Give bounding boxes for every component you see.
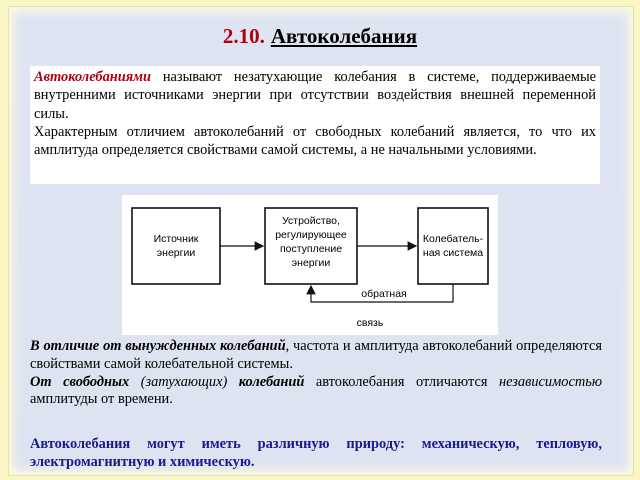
title-text: Автоколебания: [270, 24, 418, 48]
feedback-label-1: обратная: [361, 288, 407, 300]
definition-term: Автоколебаниями: [34, 69, 152, 85]
definition-paragraph: [34, 68, 596, 123]
free-rest-1: автоколебания отличаются: [304, 373, 499, 390]
regulator-label-4: энергии: [291, 257, 331, 269]
definition-text: называют незатухающие колебания в системе, поддерживаемые внутренними источниками энергии при отсутствии воздействия внешней переменной силы.: [34, 69, 596, 122]
free-label-2: колебаний: [238, 373, 305, 390]
free-independence: независимостью: [498, 373, 602, 390]
free-paren: (затухающих): [140, 373, 228, 390]
definition-box: [30, 66, 600, 184]
energy-source-block: [132, 208, 220, 284]
free-rest-2: амплитуды от времени.: [30, 391, 173, 408]
regulator-label-3: поступление: [279, 243, 343, 255]
slide-title: [0, 24, 640, 49]
oscillating-system-label-1: Колебатель-: [422, 233, 484, 245]
regulator-label-1: Устройство,: [282, 215, 340, 227]
nature-paragraph: [30, 436, 602, 472]
title-number: 2.10.: [222, 24, 265, 48]
forced-comparison-text: [30, 338, 602, 374]
feedback-label-2: связь: [356, 317, 384, 329]
energy-source-label-1: Источник: [153, 233, 199, 245]
block-diagram-svg: [122, 195, 498, 335]
oscillating-system-block: [418, 208, 488, 284]
block-diagram: [122, 195, 498, 335]
free-label-1: От свободных: [30, 373, 130, 390]
forced-rest: , частота и амплитуда автоколебаний определяются свойствами самой колебательной системы.: [30, 338, 602, 372]
regulator-label-2: регулирующее: [275, 229, 347, 241]
free-comparison-text: [30, 374, 602, 410]
forced-label: В отличие от вынужденных колебаний: [30, 338, 286, 354]
comparison-paragraph: [30, 338, 602, 409]
energy-source-label-2: энергии: [156, 247, 196, 259]
oscillating-system-label-2: ная система: [422, 247, 484, 259]
nature-text: Автоколебания могут иметь различную природу: механическую, тепловую, электромагнитную и химическую.: [30, 436, 602, 470]
distinction-paragraph: Характерным отличием автоколебаний от свободных колебаний является, то что их амплитуда определяется свойствами самой системы, а не начальными условиями.: [34, 123, 596, 159]
